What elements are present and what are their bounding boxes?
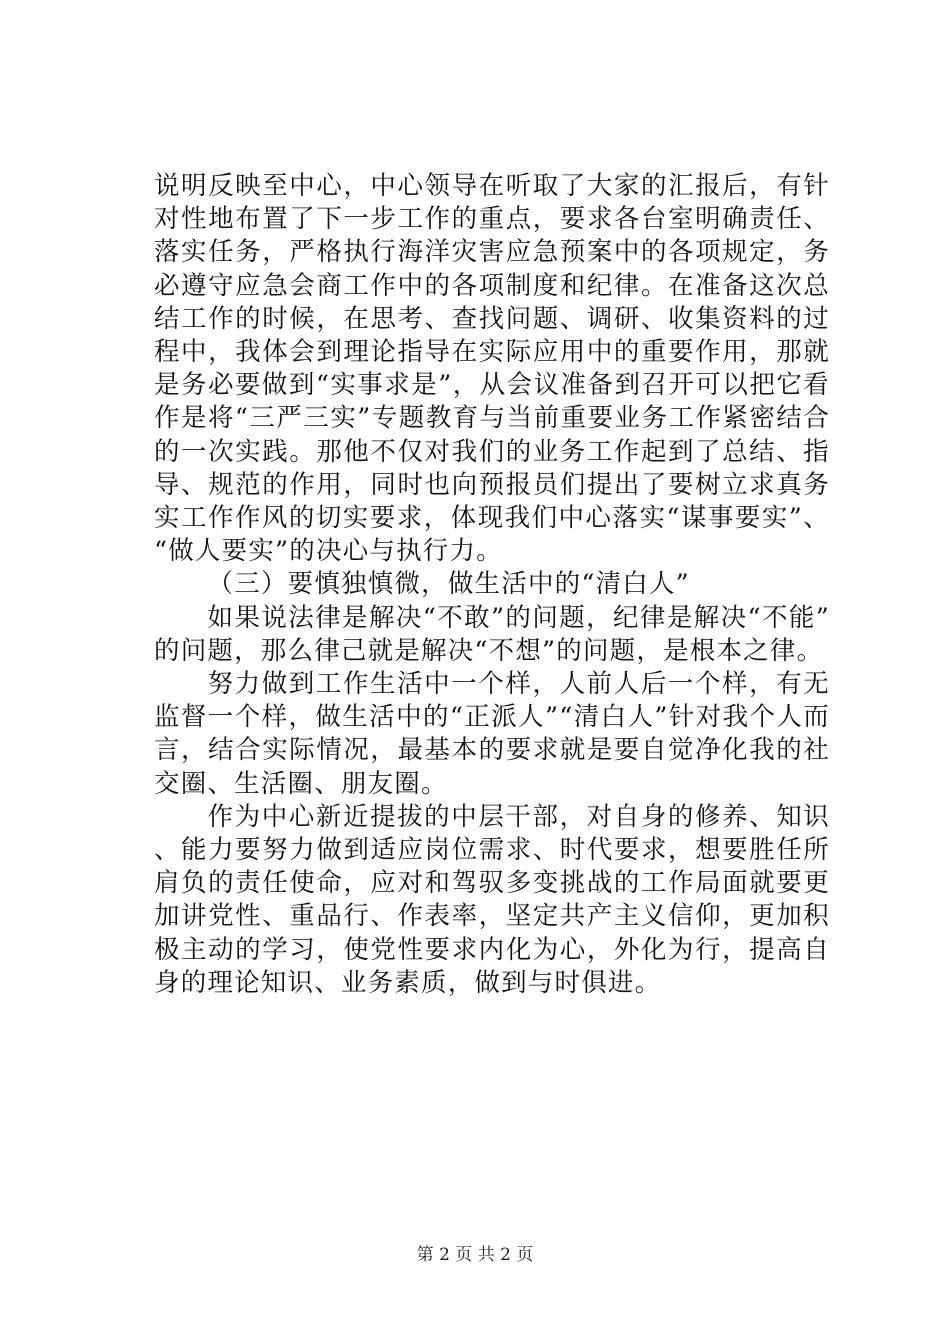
paragraph: 作为中心新近提拔的中层干部，对自身的修养、知识、能力要努力做到适应岗位需求、时代要求，想要胜任所肩负的责任使命，应对和驾驭多变挑战的工作局面就要更加讲党性、重品行、作表率，坚定共产主义信仰，更加积极主动的学习，使党性要求内化为心，外化为行，提高自身的理论知识、业务素质，做到与时俱进。 (154, 801, 830, 998)
paragraph: 努力做到工作生活中一个样，人前人后一个样，有无监督一个样，做生活中的“正派人”“清白人”针对我个人而言，结合实际情况，最基本的要求就是要自觉净化我的社交圈、生活圈、朋友圈。 (154, 669, 830, 799)
paragraph: 如果说法律是解决“不敢”的问题，纪律是解决“不能”的问题，那么律己就是解决“不想”的问题，是根本之律。 (154, 602, 830, 666)
paragraph-continuation: 说明反映至中心，中心领导在听取了大家的汇报后，有针对性地布置了下一步工作的重点，要求各台室明确责任、落实任务，严格执行海洋灾害应急预案中的各项规定，务必遵守应急会商工作中的各项制度和纪律。在准备这次总结工作的时候，在思考、查找问题、调研、收集资料的过程中，我体会到理论指导在实际应用中的重要作用，那就是务必要做到“实事求是”，从会议准备到召开可以把它看作是将“三严三实”专题教育与当前重要业务工作紧密结合的一次实践。那他不仅对我们的业务工作起到了总结、指导、规范的作用，同时也向预报员们提出了要树立求真务实工作作风的切实要求，体现我们中心落实“谋事要实”、“做人要实”的决心与执行力。 (154, 171, 830, 567)
document-body (154, 170, 830, 1000)
section-heading: （三）要慎独慎微，做生活中的“清白人” (207, 569, 690, 600)
page-number-footer: 第 2 页 共 2 页 (416, 1245, 534, 1265)
